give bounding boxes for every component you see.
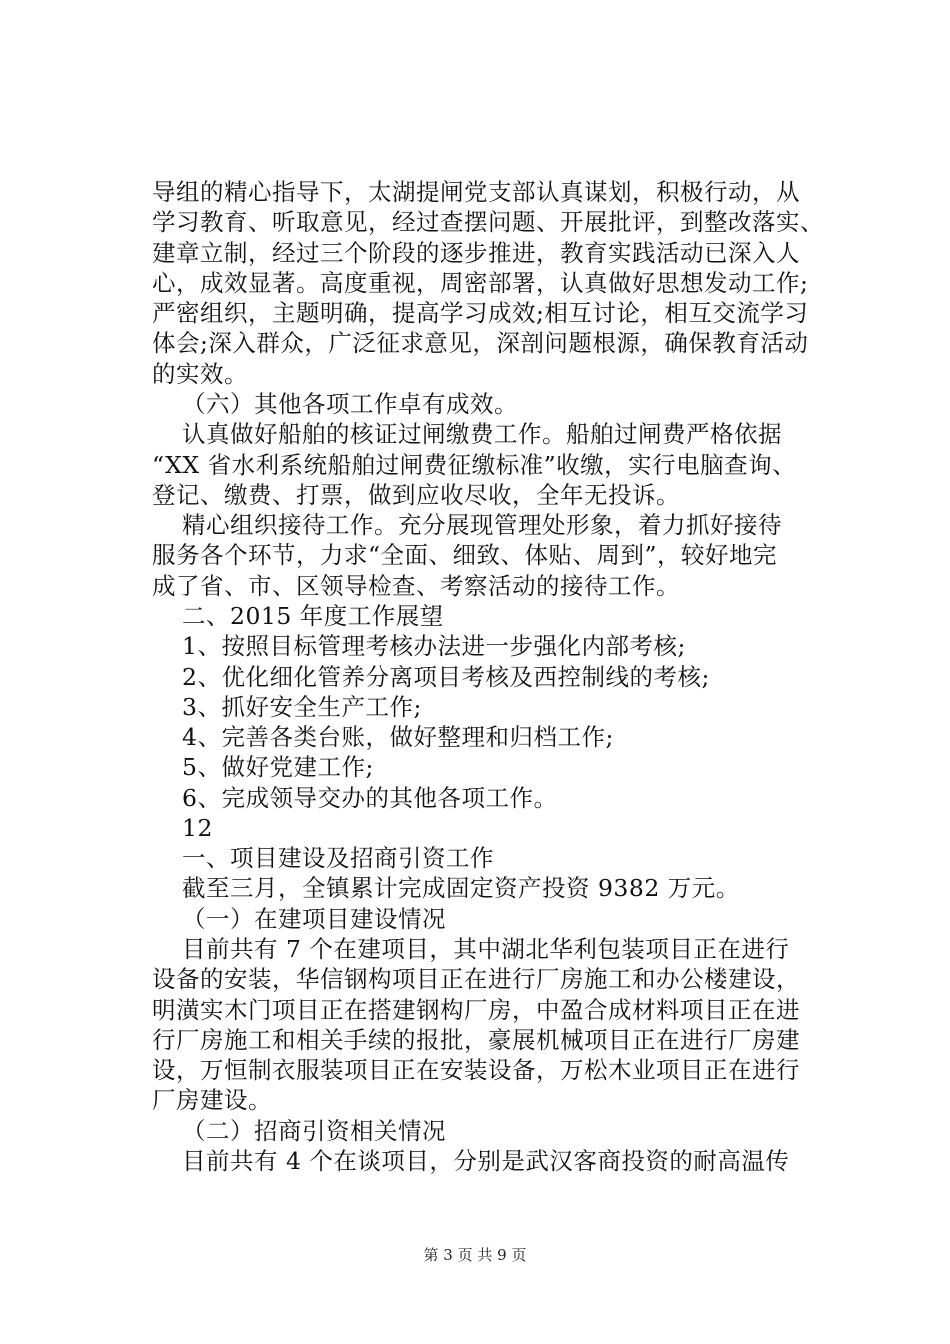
paragraph-line: 认真做好船舶的核证过闸缴费工作。船舶过闸费严格依据 bbox=[182, 420, 782, 449]
paragraph-line: 体会;深入群众，广泛征求意见，深剖问题根源，确保教育活动 bbox=[152, 329, 809, 358]
paragraph-line: 明潢实木门项目正在搭建钢构厂房，中盈合成材料项目正在进 bbox=[152, 995, 800, 1024]
paragraph-line: 截至三月，全镇累计完成固定资产投资 9382 万元。 bbox=[182, 874, 740, 903]
list-item: 2、优化细化管养分离项目考核及西控制线的考核; bbox=[182, 662, 710, 691]
paragraph-line: 厂房建设。 bbox=[152, 1086, 272, 1115]
list-item: 6、完成领导交办的其他各项工作。 bbox=[182, 783, 558, 812]
paragraph-line: “XX 省水利系统船舶过闸费征缴标准”收缴，实行电脑查询、 bbox=[152, 450, 797, 479]
section-heading: （二）招商引资相关情况 bbox=[182, 1116, 446, 1145]
paragraph-line: 心，成效显著。高度重视，周密部署，认真做好思想发动工作; bbox=[152, 268, 809, 297]
paragraph-line: 12 bbox=[182, 813, 213, 842]
list-item: 5、做好党建工作; bbox=[182, 753, 374, 782]
paragraph-line: 登记、缴费、打票，做到应收尽收，全年无投诉。 bbox=[152, 480, 680, 509]
paragraph-line: 导组的精心指导下，太湖提闸党支部认真谋划，积极行动，从 bbox=[152, 178, 800, 206]
section-heading: 一、项目建设及招商引资工作 bbox=[182, 844, 494, 873]
list-item: 3、抓好安全生产工作; bbox=[182, 692, 422, 721]
paragraph-line: 行厂房施工和相关手续的报批，豪展机械项目正在进行厂房建 bbox=[152, 1025, 800, 1054]
paragraph-line: 建章立制，经过三个阶段的逐步推进，教育实践活动已深入人 bbox=[152, 238, 800, 267]
section-heading: （六）其他各项工作卓有成效。 bbox=[182, 389, 518, 418]
paragraph-line: 学习教育、听取意见，经过查摆问题、开展批评，到整改落实、 bbox=[152, 208, 824, 237]
paragraph-line: 服务各个环节，力求“全面、细致、体贴、周到”，较好地完 bbox=[152, 541, 778, 570]
paragraph-line: 成了省、市、区领导检查、考察活动的接待工作。 bbox=[152, 571, 680, 600]
paragraph-line: 精心组织接待工作。充分展现管理处形象，着力抓好接待 bbox=[182, 511, 782, 540]
page-footer: 第 3 页 共 9 页 bbox=[423, 1246, 527, 1264]
paragraph-line: 严密组织，主题明确，提高学习成效;相互讨论，相互交流学习 bbox=[152, 299, 809, 328]
paragraph-line: 设备的安装，华信钢构项目正在进行厂房施工和办公楼建设， bbox=[152, 965, 800, 994]
paragraph-line: 设，万恒制衣服装项目正在安装设备，万松木业项目正在进行 bbox=[152, 1056, 800, 1085]
list-item: 4、完善各类台账，做好整理和归档工作; bbox=[182, 723, 614, 752]
paragraph-line: 目前共有 4 个在谈项目，分别是武汉客商投资的耐高温传 bbox=[182, 1147, 790, 1175]
section-heading: （一）在建项目建设情况 bbox=[182, 904, 446, 933]
section-heading: 二、2015 年度工作展望 bbox=[182, 601, 444, 630]
paragraph-line: 目前共有 7 个在建项目，其中湖北华利包装项目正在进行 bbox=[182, 935, 790, 964]
list-item: 1、按照目标管理考核办法进一步强化内部考核; bbox=[182, 632, 686, 661]
paragraph-line: 的实效。 bbox=[152, 359, 248, 388]
